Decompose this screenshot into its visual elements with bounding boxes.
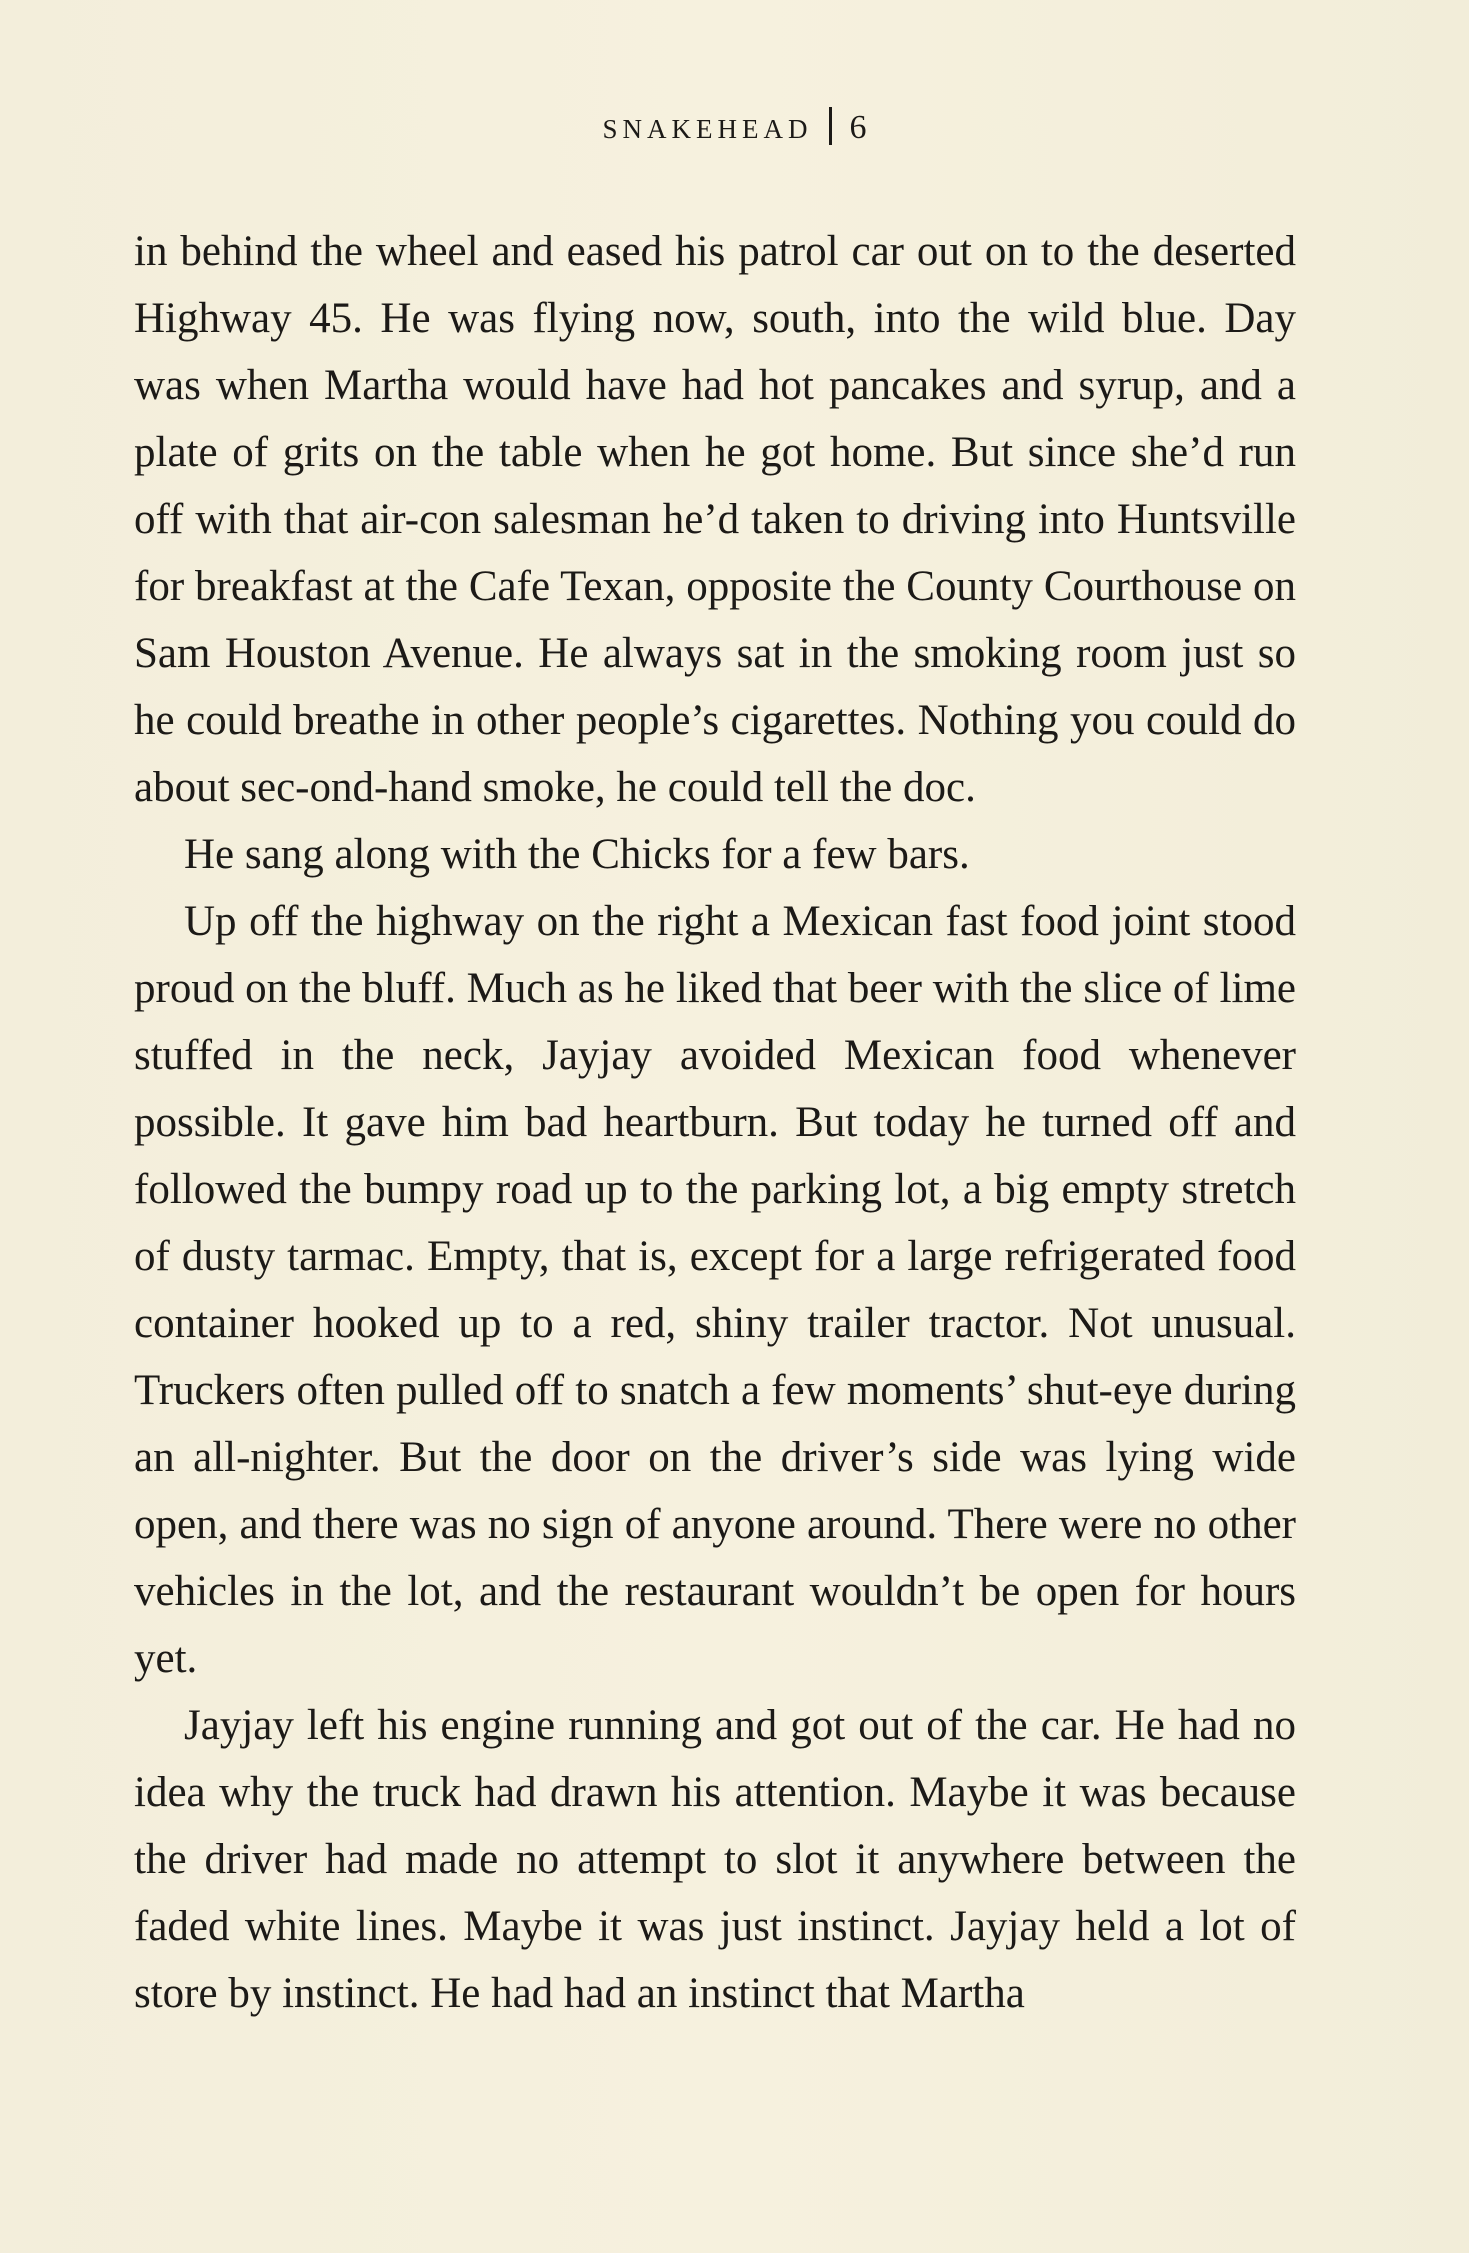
book-title: SNAKEHEAD bbox=[602, 114, 813, 144]
paragraph-4: Jayjay left his engine running and got out of the car. He had no idea why the truck had drawn his attention. Maybe it was because the driver had made no attempt to slot it anywhere between the faded white lines. Maybe it was just instinct. Jayjay held a lot of store by instinct. He had had an instinct that Martha bbox=[134, 1702, 1296, 2017]
header-divider bbox=[829, 107, 832, 145]
paragraph-2: He sang along with the Chicks for a few bars. bbox=[184, 831, 970, 878]
paragraph-1: in behind the wheel and eased his patrol car out on to the deserted Highway 45. He was flying now, south, into the wild blue. Day was when Martha would have had hot pancakes and syrup, and a plate of grits on the table when he got home. But since she’d run off with that air-con salesman he’d taken to driving into Huntsville for breakfast at the Cafe Texan, opposite the County Courthouse on Sam Houston Avenue. He always sat in the smoking room just so he could breathe in other people’s cigarettes. Nothing you could do about sec-ond-hand smoke, he could tell the doc. bbox=[134, 228, 1296, 811]
paragraph-3: Up off the highway on the right a Mexican fast food joint stood proud on the bluff. Much as he liked that beer with the slice of lime stuffed in the neck, Jayjay avoided Mexican food whenever possible. It gave him bad heartburn. But today he turned off and followed the bumpy road up to the parking lot, a big empty stretch of dusty tarmac. Empty, that is, except for a large refrigerated food container hooked up to a red, shiny trailer tractor. Not unusual. Truckers often pulled off to snatch a few moments’ shut-eye during an all-nighter. But the door on the driver’s side was lying wide open, and there was no sign of anyone around. There were no other vehicles in the lot, and the restaurant wouldn’t be open for hours yet. bbox=[134, 898, 1296, 1682]
page-number: 6 bbox=[849, 109, 867, 146]
body-text bbox=[134, 218, 1296, 2027]
running-header bbox=[0, 98, 1469, 159]
